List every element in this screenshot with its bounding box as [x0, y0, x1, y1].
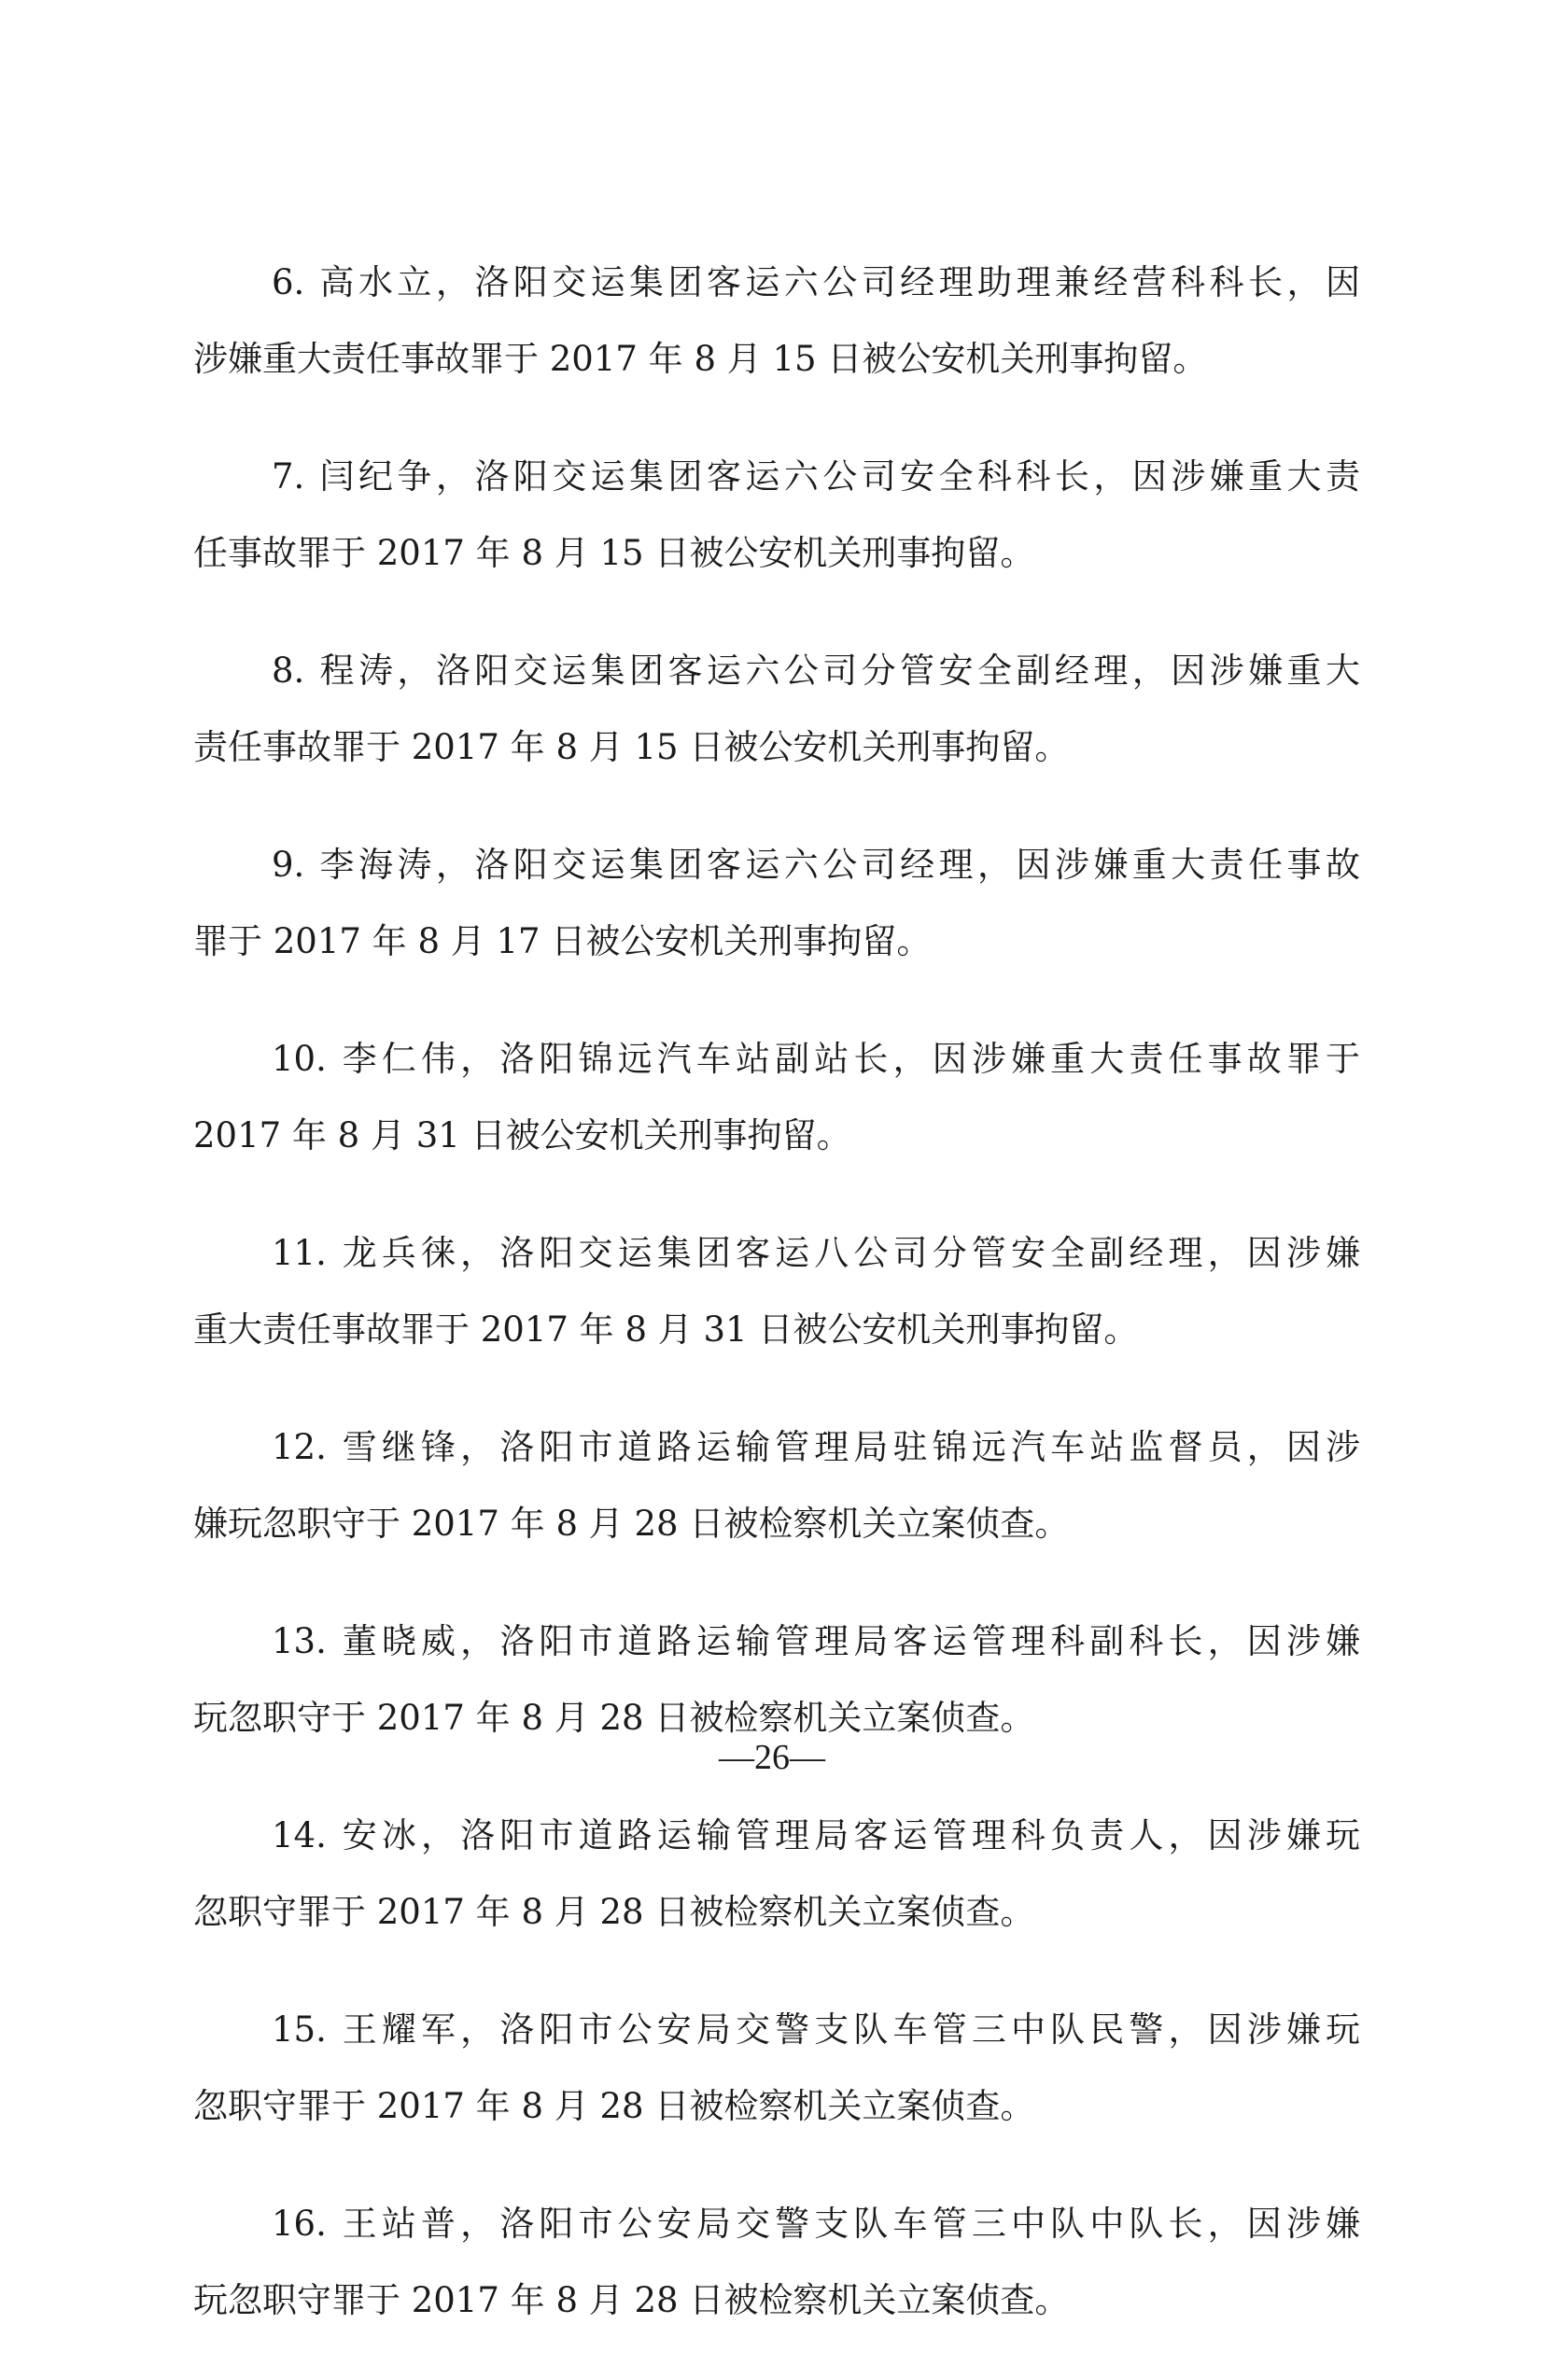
paragraph-item-9	[193, 827, 1360, 980]
paragraph-line: 16. 王站普，洛阳市公安局交警支队车管三中队中队长，因涉嫌	[272, 2204, 1360, 2244]
paragraph-line: 嫌玩忽职守于 2017 年 8 月 28 日被检察机关立案侦查。	[193, 1504, 1070, 1544]
paragraph-line: 罪于 2017 年 8 月 17 日被公安机关刑事拘留。	[193, 921, 932, 961]
paragraph-item-12	[193, 1409, 1360, 1562]
paragraph-item-14	[193, 1798, 1360, 1951]
paragraph-line: 8. 程涛，洛阳交运集团客运六公司分管安全副经理，因涉嫌重大	[272, 651, 1360, 691]
paragraph-item-11	[193, 1215, 1360, 1368]
paragraph-line: 15. 王耀军，洛阳市公安局交警支队车管三中队民警，因涉嫌玩	[272, 2009, 1360, 2050]
paragraph-line: 忽职守罪于 2017 年 8 月 28 日被检察机关立案侦查。	[193, 2086, 1035, 2126]
paragraph-item-6	[193, 245, 1360, 398]
paragraph-line: 13. 董晓威，洛阳市道路运输管理局客运管理科副科长，因涉嫌	[272, 1621, 1360, 1661]
paragraph-line: 涉嫌重大责任事故罪于 2017 年 8 月 15 日被公安机关刑事拘留。	[193, 339, 1208, 379]
paragraph-item-8	[193, 633, 1360, 786]
document-body	[193, 245, 1360, 2380]
paragraph-line: 重大责任事故罪于 2017 年 8 月 31 日被公安机关刑事拘留。	[193, 1309, 1139, 1350]
paragraph-line: 7. 闫纪争，洛阳交运集团客运六公司安全科科长，因涉嫌重大责	[272, 456, 1360, 497]
paragraph-line: 玩忽职守罪于 2017 年 8 月 28 日被检察机关立案侦查。	[193, 2280, 1070, 2320]
paragraph-line: 忽职守罪于 2017 年 8 月 28 日被检察机关立案侦查。	[193, 1892, 1035, 1932]
paragraph-line: 9. 李海涛，洛阳交运集团客运六公司经理，因涉嫌重大责任事故	[272, 845, 1360, 885]
paragraph-line: 10. 李仁伟，洛阳锦远汽车站副站长，因涉嫌重大责任事故罪于	[272, 1039, 1360, 1079]
paragraph-line: 任事故罪于 2017 年 8 月 15 日被公安机关刑事拘留。	[193, 533, 1035, 573]
paragraph-line: 6. 高水立，洛阳交运集团客运六公司经理助理兼经营科科长，因	[272, 262, 1360, 302]
paragraph-line: 2017 年 8 月 31 日被公安机关刑事拘留。	[193, 1115, 851, 1155]
paragraph-line: 14. 安冰，洛阳市道路运输管理局客运管理科负责人，因涉嫌玩	[272, 1815, 1360, 1855]
paragraph-item-10	[193, 1021, 1360, 1174]
paragraph-line: 12. 雪继锋，洛阳市道路运输管理局驻锦远汽车站监督员，因涉	[272, 1427, 1360, 1467]
paragraph-line: 责任事故罪于 2017 年 8 月 15 日被公安机关刑事拘留。	[193, 727, 1070, 767]
paragraph-item-7	[193, 439, 1360, 592]
paragraph-line: 11. 龙兵徕，洛阳交运集团客运八公司分管安全副经理，因涉嫌	[272, 1233, 1360, 1273]
paragraph-item-15	[193, 1992, 1360, 2145]
page-number: —26—	[719, 1738, 825, 1777]
paragraph-item-16	[193, 2186, 1360, 2339]
paragraph-line: 玩忽职守于 2017 年 8 月 28 日被检察机关立案侦查。	[193, 1698, 1035, 1738]
